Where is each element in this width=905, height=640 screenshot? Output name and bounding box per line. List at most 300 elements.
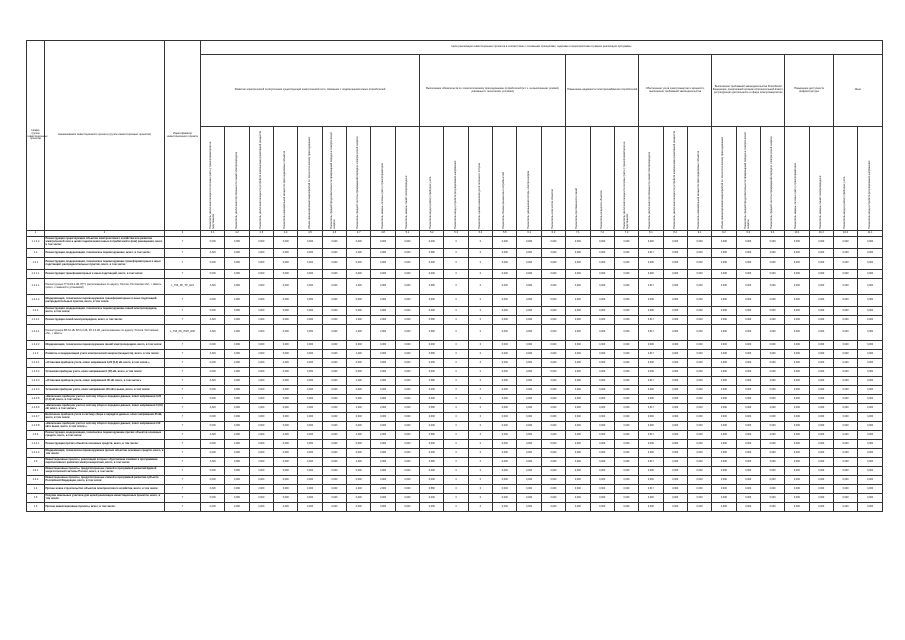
row-id: Г: [165, 377, 201, 386]
row-value: 0,000: [614, 270, 638, 279]
row-value: 0,000: [225, 359, 249, 368]
table-row: [27, 395, 883, 404]
row-value: 0,000: [517, 485, 541, 494]
row-value: 0: [468, 395, 492, 404]
row-value: 0,000: [249, 386, 273, 395]
row-id: Г: [165, 422, 201, 431]
sub-header-label: Показатель максимальной мощности присоединяемых объектов: [283, 150, 287, 229]
row-name: «Включение приборов учета в систему сбора и передачи данных, класс напряжения 6 (10) кВ, всего, в том числе:»: [45, 404, 165, 413]
row-value: 0,000: [833, 237, 857, 249]
row-value: 0,000: [760, 503, 784, 512]
row-value: 0,000: [614, 422, 638, 431]
row-value: 0,000: [833, 485, 857, 494]
row-value: 0,000: [809, 467, 833, 476]
row-value: 0,000: [347, 494, 371, 503]
row-value: 0,000: [517, 270, 541, 279]
row-value: 0,000: [298, 386, 322, 395]
row-value: 0,000: [590, 485, 614, 494]
row-value: 0,000: [663, 395, 687, 404]
sub-header: [322, 127, 346, 231]
row-value: 0,000: [712, 237, 736, 249]
row-value: 0,000: [736, 467, 760, 476]
row-value: 0,000: [809, 325, 833, 341]
row-value: 0,000: [347, 467, 371, 476]
row-value: 2,000: [249, 485, 273, 494]
col-number: 4.6: [322, 231, 346, 237]
row-value: 0,000: [712, 503, 736, 512]
table-row: [27, 386, 883, 395]
row-value: 3,320: [201, 279, 225, 295]
row-value: 0,000: [858, 295, 883, 307]
row-name: Инвестиционные проекты, предусмотренные схемой и программой развития субъекта Российской Федерации, всего, в том числе:: [45, 476, 165, 485]
col-number: 6.1: [517, 231, 541, 237]
row-value: 0,000: [736, 386, 760, 395]
row-value: 0,000: [541, 368, 565, 377]
row-value: 0,000: [590, 377, 614, 386]
row-value: 0,000: [614, 395, 638, 404]
row-value: 0,000: [785, 316, 809, 325]
row-value: 0,000: [614, 279, 638, 295]
row-value: 3,320: [201, 431, 225, 440]
row-value: 2,000: [249, 325, 273, 341]
row-value: 0: [444, 485, 468, 494]
row-value: 0,000: [322, 413, 346, 422]
row-value: 0,000: [493, 431, 517, 440]
row-value: 0: [444, 279, 468, 295]
row-value: 0,000: [274, 237, 298, 249]
row-value: 0,000: [566, 494, 590, 503]
row-value: 0,000: [225, 413, 249, 422]
row-value: 0,000: [322, 295, 346, 307]
row-value: 0,000: [687, 270, 711, 279]
sub-header: [590, 127, 614, 231]
row-id: Г: [165, 431, 201, 440]
row-value: 0,000: [590, 258, 614, 270]
row-value: 0,000: [541, 476, 565, 485]
row-value: 0,000: [517, 359, 541, 368]
row-value: 0,000: [493, 422, 517, 431]
row-value: 0,000: [687, 237, 711, 249]
row-value: 0,000: [785, 395, 809, 404]
row-value: 0,617: [639, 485, 663, 494]
row-value: 0: [468, 431, 492, 440]
row-value: 0,000: [639, 449, 663, 458]
row-value: 0,000: [712, 449, 736, 458]
row-value: 0,000: [614, 325, 638, 341]
col-id-header: [165, 41, 201, 231]
row-value: 4,200: [347, 458, 371, 467]
row-id: Г: [165, 386, 201, 395]
row-code: 1.2.3.7: [27, 413, 45, 422]
row-value: 0,000: [590, 431, 614, 440]
row-value: 0,000: [225, 440, 249, 449]
row-value: 3,320: [201, 249, 225, 258]
row-value: 0,000: [517, 295, 541, 307]
row-value: 0,617: [639, 404, 663, 413]
sub-header: [371, 127, 395, 231]
row-value: 0,000: [614, 258, 638, 270]
row-value: 0,000: [663, 431, 687, 440]
row-value: 0,000: [274, 449, 298, 458]
row-value: 0,000: [322, 449, 346, 458]
row-value: 0,000: [371, 476, 395, 485]
row-value: 0,000: [858, 279, 883, 295]
row-value: 0,000: [833, 440, 857, 449]
row-value: 0: [444, 494, 468, 503]
row-value: 0,000: [371, 449, 395, 458]
row-value: 0,617: [639, 316, 663, 325]
sub-header: [785, 127, 809, 231]
row-value: 0,000: [712, 249, 736, 258]
row-id: Г: [165, 449, 201, 458]
row-value: 0,000: [687, 386, 711, 395]
row-value: 0,000: [517, 395, 541, 404]
sub-header: [225, 127, 249, 231]
row-value: 0,000: [687, 350, 711, 359]
row-value: 0,000: [590, 279, 614, 295]
row-value: 3,320: [201, 404, 225, 413]
row-code: 1.2.2.2: [27, 341, 45, 350]
row-value: 0,000: [541, 503, 565, 512]
row-value: 0,000: [541, 395, 565, 404]
row-value: 2,000: [249, 316, 273, 325]
row-value: 0,000: [712, 476, 736, 485]
row-value: 0,000: [687, 485, 711, 494]
row-value: 0,000: [614, 368, 638, 377]
sub-header-label: Показатель замены линий электропередачи: [818, 175, 822, 229]
row-value: 0,000: [736, 494, 760, 503]
group-header-5: Выполнение требований законодательства Российской Федерации, предписаний органов исполнительной власти, регулирующих деятельность в сфере электроэнергетики: [712, 55, 785, 127]
row-value: 4,200: [347, 325, 371, 341]
row-value: 0,000: [371, 422, 395, 431]
row-value: 0,000: [760, 237, 784, 249]
row-value: 0,000: [663, 258, 687, 270]
table-row: [27, 413, 883, 422]
row-value: 2,000: [760, 377, 784, 386]
sub-header: [444, 127, 468, 231]
sub-header-label: Показатель увеличения мощности устройств компенсации реактивной мощности: [672, 130, 676, 229]
row-value: 0,000: [517, 279, 541, 295]
row-value: 0,000: [833, 341, 857, 350]
row-value: 0,000: [420, 368, 444, 377]
row-value: 0,000: [395, 270, 419, 279]
col-number: 9.1: [687, 231, 711, 237]
row-value: 0,000: [858, 458, 883, 467]
row-code: 1.5: [27, 494, 45, 503]
col-number: 10.2: [809, 231, 833, 237]
row-value: 0,000: [249, 449, 273, 458]
row-value: 0: [444, 503, 468, 512]
row-value: 0,000: [517, 237, 541, 249]
row-code: 1.2.3.3: [27, 377, 45, 386]
row-value: 0: [444, 368, 468, 377]
row-value: 0,000: [566, 295, 590, 307]
row-value: 0,000: [736, 449, 760, 458]
row-value: 0,000: [517, 431, 541, 440]
col-number: 7.1: [566, 231, 590, 237]
row-value: 0,000: [298, 279, 322, 295]
row-value: 0,000: [663, 377, 687, 386]
row-value: 0,000: [809, 368, 833, 377]
row-value: 4,200: [347, 377, 371, 386]
row-value: 0,000: [858, 258, 883, 270]
row-value: 2,000: [249, 350, 273, 359]
row-value: 0,000: [590, 325, 614, 341]
row-code: 1.1.4.2: [27, 237, 45, 249]
row-value: 0,000: [809, 258, 833, 270]
row-value: 0,000: [493, 368, 517, 377]
sub-header-label: Показатель увеличения мощности силовых (авто-) трансформаторов на подстанциях: [622, 141, 629, 229]
row-value: 0,000: [785, 341, 809, 350]
row-value: 0,000: [493, 295, 517, 307]
row-value: 0,000: [833, 476, 857, 485]
row-value: 0,000: [517, 307, 541, 316]
row-value: 0,000: [712, 431, 736, 440]
row-value: 0,000: [712, 316, 736, 325]
row-value: 0,000: [517, 440, 541, 449]
sub-header: [541, 127, 565, 231]
row-value: 0,000: [298, 295, 322, 307]
row-name: Прочие инвестиционные проекты, всего, в том числе:: [45, 503, 165, 512]
table-row: [27, 295, 883, 307]
col-code-label: Номер группы инвестиционных проектов: [27, 128, 48, 141]
row-value: 0,000: [225, 377, 249, 386]
col-number: 4.4: [274, 231, 298, 237]
row-value: 0,000: [201, 395, 225, 404]
row-value: 0,000: [687, 258, 711, 270]
row-value: 0,000: [566, 368, 590, 377]
row-value: 0,000: [687, 368, 711, 377]
row-value: 0,617: [639, 431, 663, 440]
row-value: 0,000: [687, 449, 711, 458]
row-value: 0,000: [736, 404, 760, 413]
row-value: 0,000: [274, 368, 298, 377]
row-value: 0,000: [201, 467, 225, 476]
col-number: 8.1: [639, 231, 663, 237]
row-value: 0,000: [590, 395, 614, 404]
row-value: 0,000: [614, 503, 638, 512]
row-value: 2,000: [541, 249, 565, 258]
row-code: 1.2.3: [27, 350, 45, 359]
row-value: 0,000: [225, 422, 249, 431]
row-value: 0,000: [858, 449, 883, 458]
row-value: 0,000: [274, 458, 298, 467]
sub-header-label: Показатель средней частоты прекращений передачи электрической энергии: [356, 136, 360, 229]
row-id: Г: [165, 258, 201, 270]
table-row: [27, 476, 883, 485]
row-name: Инвестиционные проекты, реализация которых обусловлена схемами и программами перспективного развития электроэнергетики, всего, в том числе:: [45, 458, 165, 467]
row-value: 0,000: [201, 422, 225, 431]
table-row: [27, 440, 883, 449]
row-value: 0,000: [736, 350, 760, 359]
row-value: 0,000: [590, 494, 614, 503]
row-value: 0,000: [687, 377, 711, 386]
row-value: 0,000: [614, 316, 638, 325]
row-value: 0,000: [225, 476, 249, 485]
col-number: 3: [165, 231, 201, 237]
row-value: 0: [444, 395, 468, 404]
row-value: 0,000: [201, 295, 225, 307]
row-id: Г: [165, 494, 201, 503]
row-id: Г: [165, 458, 201, 467]
row-value: 0,000: [517, 494, 541, 503]
row-value: 2,000: [541, 377, 565, 386]
row-value: 0,000: [274, 359, 298, 368]
row-value: 0,000: [736, 458, 760, 467]
row-value: 0,000: [249, 307, 273, 316]
row-value: 0,000: [833, 395, 857, 404]
row-value: 0,000: [249, 422, 273, 431]
row-id: Г: [165, 413, 201, 422]
row-value: 0,000: [249, 258, 273, 270]
row-value: 0,000: [225, 386, 249, 395]
table-row: [27, 341, 883, 350]
row-value: 0,000: [614, 295, 638, 307]
row-code: 1.3: [27, 458, 45, 467]
row-value: 0,000: [833, 359, 857, 368]
row-value: 0,000: [395, 485, 419, 494]
row-value: 0,000: [809, 377, 833, 386]
table-row: [27, 503, 883, 512]
row-value: 0,000: [614, 431, 638, 440]
row-value: 0,000: [858, 494, 883, 503]
row-value: 2,000: [760, 404, 784, 413]
row-value: 0,000: [371, 503, 395, 512]
row-id: Г: [165, 359, 201, 368]
row-value: 0: [468, 307, 492, 316]
row-value: 0,000: [809, 270, 833, 279]
row-value: 0,000: [736, 503, 760, 512]
row-value: 0,000: [760, 270, 784, 279]
row-name: Реконструкция ВЛ 10 кВ, ВЛ 0,4 кВ, КЛ 0,4 кВ, расположенных по адресу: Россия, Ростовская обл., г. Шахты: [45, 325, 165, 341]
row-value: 0,580: [420, 377, 444, 386]
row-value: 0: [444, 316, 468, 325]
row-value: 0,000: [712, 395, 736, 404]
row-value: 0,000: [274, 386, 298, 395]
row-value: 0,000: [249, 341, 273, 350]
row-value: 0,000: [833, 270, 857, 279]
row-value: 0,000: [590, 413, 614, 422]
row-value: 0,000: [858, 422, 883, 431]
row-value: 0,000: [614, 237, 638, 249]
row-value: 0,000: [590, 449, 614, 458]
row-value: 0,000: [322, 279, 346, 295]
row-value: 0: [468, 249, 492, 258]
row-value: 0,000: [274, 295, 298, 307]
row-code: 1.2.2: [27, 307, 45, 316]
row-value: 0,580: [420, 325, 444, 341]
row-value: 0,000: [541, 341, 565, 350]
row-value: 0,000: [517, 316, 541, 325]
row-value: 0,000: [663, 368, 687, 377]
col-number: 9.2: [712, 231, 736, 237]
row-value: 0,000: [541, 359, 565, 368]
row-value: 0,000: [517, 413, 541, 422]
row-name: Прочее новое строительство объектов электросетевого хозяйства, всего, в том числе:: [45, 485, 165, 494]
row-value: 0,000: [809, 249, 833, 258]
row-value: 3,320: [201, 325, 225, 341]
row-value: 0,000: [663, 316, 687, 325]
row-value: 2,000: [541, 431, 565, 440]
sub-header: [809, 127, 833, 231]
row-value: 0,000: [517, 325, 541, 341]
row-value: 0,000: [566, 377, 590, 386]
row-value: 0,000: [493, 494, 517, 503]
row-name: Установка приборов учета, класс напряжения 110 кВ и выше, всего, в том числе:: [45, 386, 165, 395]
row-value: 0,000: [736, 307, 760, 316]
row-value: 0,000: [298, 440, 322, 449]
row-id: Г: [165, 368, 201, 377]
row-value: 0,000: [201, 359, 225, 368]
row-value: 0,000: [809, 449, 833, 458]
row-value: 0,000: [322, 249, 346, 258]
row-value: 0,000: [833, 467, 857, 476]
row-value: 0,000: [541, 237, 565, 249]
row-value: 0,000: [249, 359, 273, 368]
row-name: Покупка земельных участков для целей реализации инвестиционных проектов, всего, в том числе:: [45, 494, 165, 503]
row-value: 0,000: [663, 359, 687, 368]
row-value: 0,000: [274, 279, 298, 295]
row-value: 0,000: [347, 440, 371, 449]
row-value: 0,000: [274, 341, 298, 350]
row-code: 1.2.4.2: [27, 449, 45, 458]
row-value: 0,000: [687, 413, 711, 422]
row-value: 0,000: [395, 237, 419, 249]
row-value: 0,000: [590, 249, 614, 258]
row-value: 0,000: [201, 449, 225, 458]
row-value: 0,000: [493, 258, 517, 270]
row-value: 0,000: [760, 467, 784, 476]
row-value: 0: [444, 307, 468, 316]
row-value: 0,000: [298, 458, 322, 467]
row-value: 2,000: [249, 249, 273, 258]
row-value: 0,000: [785, 307, 809, 316]
row-value: 0: [444, 341, 468, 350]
row-value: 2,000: [541, 316, 565, 325]
row-value: 0,000: [785, 413, 809, 422]
sub-header-label: Показатель оценки изменения доли полезного отпуска: [478, 162, 481, 229]
col-number: 9.4: [760, 231, 784, 237]
row-value: 0,000: [687, 316, 711, 325]
row-value: 2,000: [760, 279, 784, 295]
row-value: 0,000: [395, 368, 419, 377]
row-value: 0: [468, 413, 492, 422]
row-value: 0,000: [687, 325, 711, 341]
row-value: 0,000: [201, 307, 225, 316]
row-value: 0,000: [712, 440, 736, 449]
table-row: [27, 431, 883, 440]
row-value: 0,000: [493, 350, 517, 359]
table-row: [27, 368, 883, 377]
row-value: 0: [444, 404, 468, 413]
row-value: 0,000: [493, 237, 517, 249]
row-value: 0,000: [809, 359, 833, 368]
row-value: 0,000: [663, 350, 687, 359]
table-row: [27, 325, 883, 341]
row-value: 0,000: [298, 325, 322, 341]
row-value: 0,000: [274, 422, 298, 431]
table-row: [27, 467, 883, 476]
col-id-label: Идентификатор инвестиционного проекта: [167, 131, 198, 138]
row-value: 0,000: [395, 316, 419, 325]
row-value: 0,000: [347, 386, 371, 395]
row-value: 0,000: [298, 467, 322, 476]
row-value: 0,000: [420, 422, 444, 431]
row-value: 0,000: [833, 350, 857, 359]
col-number: 2: [45, 231, 165, 237]
row-value: 0,000: [809, 237, 833, 249]
row-value: 0,000: [760, 440, 784, 449]
